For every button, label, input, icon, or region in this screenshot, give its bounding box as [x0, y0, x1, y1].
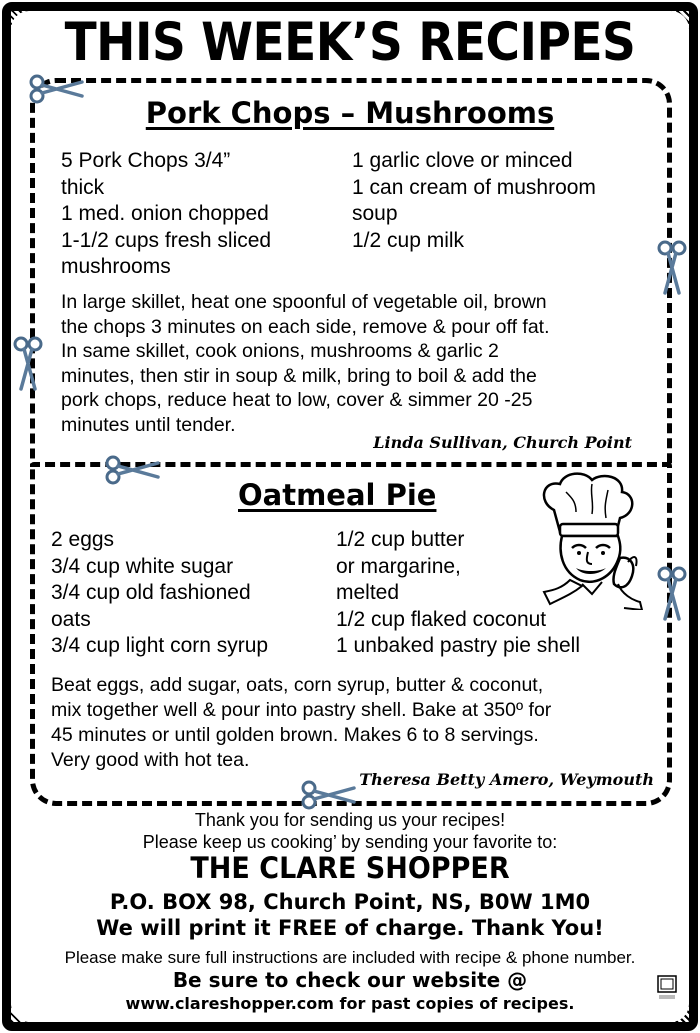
- footer-thanks: Thank you for sending us your recipes!: [194, 810, 506, 830]
- page-title: THIS WEEK’S RECIPES: [64, 12, 636, 74]
- recipe-title: Pork Chops – Mushrooms: [145, 96, 555, 130]
- instructions: [51, 673, 551, 773]
- ingredient-line: 1 unbaked pastry pie shell: [336, 634, 580, 657]
- ingredient-line: or margarine,: [336, 554, 461, 578]
- ingredient-line: 1 garlic clove or minced: [352, 149, 573, 172]
- recipe-title: Oatmeal Pie: [238, 478, 437, 512]
- footer-invite: Please keep us cooking’ by sending your favorite to:: [142, 832, 558, 852]
- website-link[interactable]: www.clareshopper.com for past copies of recipes.: [125, 994, 575, 1013]
- scissors-icon: [657, 565, 687, 621]
- chef-illustration: [532, 472, 644, 610]
- instruction-line: the chops 3 minutes on each side, remove & pour off fat.: [61, 315, 550, 338]
- mailing-address: P.O. BOX 98, Church Point, NS, B0W 1M0: [109, 890, 591, 914]
- scissors-icon: [300, 780, 356, 810]
- ingredient-line: 1/2 cup milk: [352, 228, 465, 252]
- instruction-line: Very good with hot tea.: [51, 749, 250, 771]
- ingredients-left: [51, 527, 268, 660]
- ingredient-line: 5 Pork Chops 3/4”: [61, 149, 231, 172]
- website-call: Be sure to check our website @: [172, 968, 528, 992]
- instruction-line: In large skillet, heat one spoonful of vegetable oil, brown: [61, 291, 547, 313]
- ingredients-left: [61, 148, 271, 281]
- ingredient-line: soup: [352, 202, 398, 225]
- scissors-icon: [657, 239, 687, 295]
- ingredient-line: 2 eggs: [51, 528, 115, 551]
- publication-name: THE CLARE SHOPPER: [190, 851, 510, 886]
- recipe-credit: Linda Sullivan, Church Point: [373, 433, 632, 452]
- ingredient-line: 1/2 cup butter: [336, 528, 465, 551]
- ingredient-line: 1 can cream of mushroom: [352, 175, 596, 199]
- scissors-icon: [104, 455, 160, 485]
- ingredient-line: thick: [61, 175, 105, 199]
- ingredient-line: 3/4 cup old fashioned: [51, 581, 251, 604]
- ingredient-line: mushrooms: [61, 255, 171, 278]
- ingredient-line: 3/4 cup white sugar: [51, 554, 234, 578]
- instructions: [61, 290, 550, 437]
- scissors-icon: [13, 335, 43, 391]
- ingredient-line: melted: [336, 581, 400, 604]
- instruction-line: mix together well & pour into pastry shell. Bake at 350º for: [51, 699, 552, 721]
- instructions-note: Please make sure full instructions are included with recipe & phone number.: [64, 948, 636, 967]
- instruction-line: minutes until tender.: [61, 413, 236, 436]
- instruction-line: Beat eggs, add sugar, oats, corn syrup, butter & coconut,: [51, 674, 544, 696]
- ingredient-line: oats: [51, 607, 91, 631]
- ingredient-line: 1-1/2 cups fresh sliced: [61, 228, 272, 252]
- ingredient-line: 3/4 cup light corn syrup: [51, 634, 269, 657]
- scissors-icon: [28, 74, 84, 104]
- recipe-credit: Theresa Betty Amero, Weymouth: [359, 770, 654, 789]
- instruction-line: In same skillet, cook onions, mushrooms & garlic 2: [61, 340, 499, 362]
- ingredients-right: [352, 148, 596, 254]
- instruction-line: 45 minutes or until golden brown. Makes 6 to 8 servings.: [51, 724, 539, 746]
- recycle-box-icon: [656, 974, 678, 1002]
- free-notice: We will print it FREE of charge. Thank You!: [96, 916, 604, 940]
- ingredient-line: 1 med. onion chopped: [61, 202, 269, 225]
- instruction-line: minutes, then stir in soup & milk, bring to boil & add the: [61, 364, 537, 387]
- instruction-line: pork chops, reduce heat to low, cover & simmer 20 -25: [61, 389, 533, 411]
- ingredient-line: 1/2 cup flaked coconut: [336, 607, 547, 631]
